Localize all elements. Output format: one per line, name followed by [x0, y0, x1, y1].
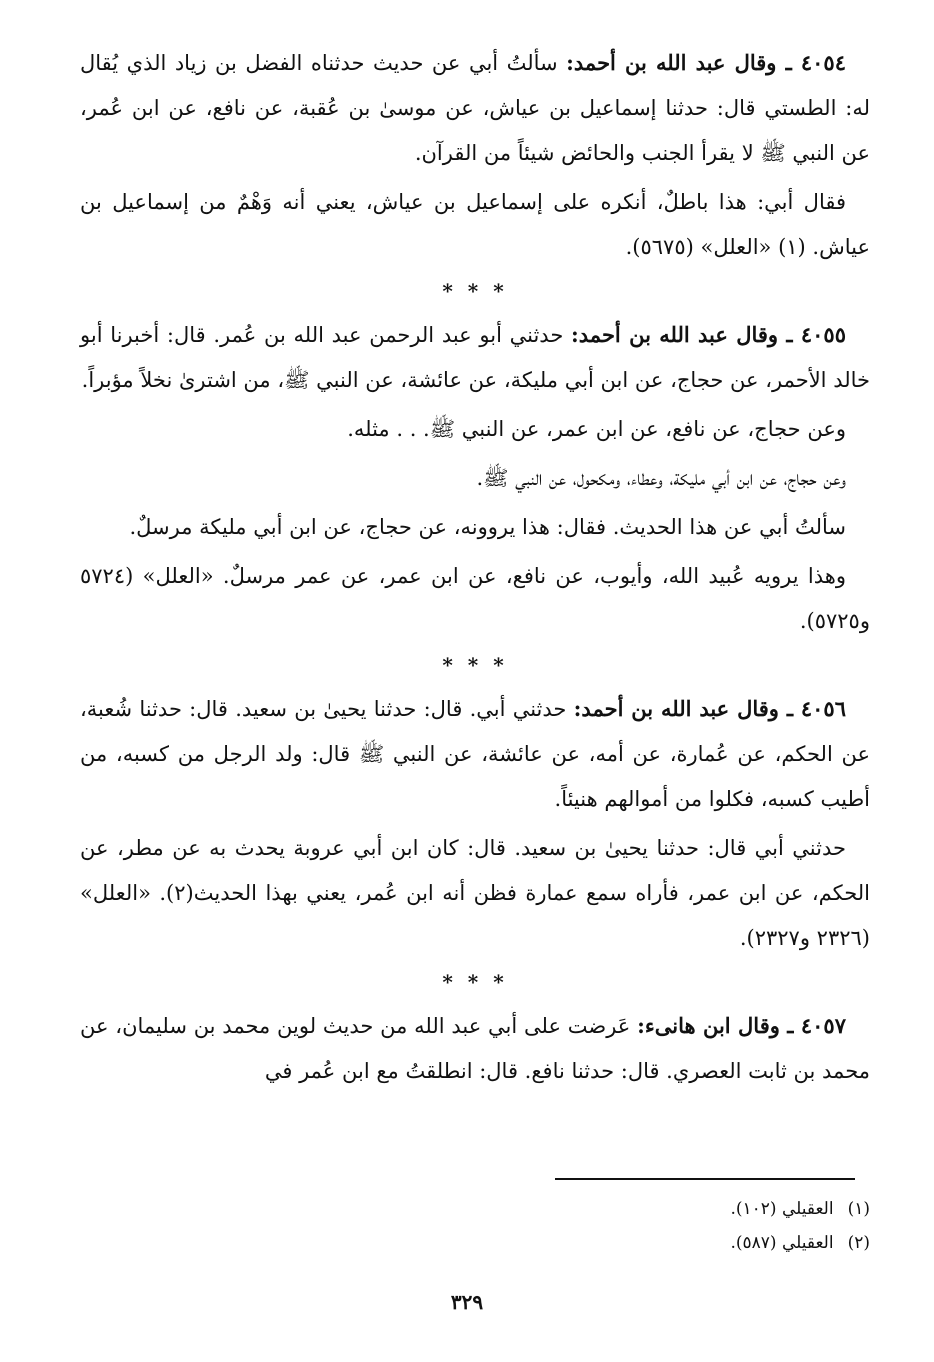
paragraph: سألتُ أبي عن هذا الحديث. فقال: هذا يروونه، عن حجاج، عن ابن أبي مليكة مرسلٌ.	[129, 515, 846, 539]
entry-heading: ٤٠٥٦ ـ وقال عبد الله بن أحمد:	[573, 696, 846, 721]
footnote-text: العقيلي (٥٨٧).	[730, 1233, 834, 1253]
entry-4057	[80, 1003, 870, 1094]
paragraph-text: سألتُ أبي عن حديث حدثناه الفضل بن زياد الذي يُقال له: الطستي قال: حدثنا إسماعيل بن عياش، عن موسىٰ بن عُقبة، عن نافع، عن ابن عُمر، عن النبي ﷺ لا يقرأ الجنب والحائض شيئاً من القرآن.	[80, 51, 870, 165]
paragraph: وعن حجاج، عن نافع، عن ابن عمر، عن النبي ﷺ. . . مثله.	[347, 417, 846, 441]
section-separator: * * *	[442, 970, 508, 994]
footnote	[500, 1192, 870, 1226]
entry-4054	[80, 40, 870, 270]
paragraph	[80, 40, 870, 176]
paragraph-text: حدثني أبي. قال: حدثنا يحيىٰ بن سعيد. قال: حدثنا شُعبة، عن الحكم، عن عُمارة، عن أمه، عن عائشة، عن النبي ﷺ قال: ولد الرجل من كسبه، من أطيب كسبه، فكلوا من أموالهم هنيئاً.	[80, 697, 870, 811]
entry-heading: ٤٠٥٤ ـ وقال عبد الله بن أحمد:	[566, 50, 846, 75]
page-body	[80, 40, 870, 1094]
paragraph	[80, 686, 870, 822]
entry-4056	[80, 686, 870, 961]
entry-4055	[80, 312, 870, 644]
footnote	[500, 1226, 870, 1260]
paragraph-text: عَرضت على أبي عبد الله من حديث لوين محمد بن سليمان، عن محمد بن ثابت العصري. قال: حدثنا نافع. قال: انطلقتُ مع ابن عُمر في	[80, 1014, 870, 1083]
footnote-text: العقيلي (١٠٢).	[730, 1199, 834, 1219]
section-separator: * * *	[442, 279, 508, 303]
entry-heading: ٤٠٥٧ ـ وقال ابن هانىء:	[637, 1013, 846, 1038]
paragraph	[80, 1003, 870, 1094]
paragraph: حدثني أبي قال: حدثنا يحيىٰ بن سعيد. قال: كان ابن أبي عروبة يحدث به عن مطر، عن الحكم، عن ابن عمر، فأراه سمع عمارة فظن أنه ابن عُمر، يعني بهذا الحديث(٢). «العلل» (٢٣٢٦ و٢٣٢٧).	[80, 836, 870, 950]
page-number: ٣٢٩	[450, 1290, 484, 1314]
entry-heading: ٤٠٥٥ ـ وقال عبد الله بن أحمد:	[571, 322, 846, 347]
footnote-number: (٢)	[847, 1233, 870, 1253]
footnotes	[500, 1192, 870, 1260]
paragraph: وهذا يرويه عُبيد الله، وأيوب، عن نافع، عن ابن عمر، عن عمر مرسلٌ. «العلل» (٥٧٢٤ و٥٧٢٥).	[80, 564, 870, 633]
paragraph: فقال أبي: هذا باطلٌ، أنكره على إسماعيل بن عياش، يعني أنه وَهْمٌ من إسماعيل بن عياش. (١) «العلل» (٥٦٧٥).	[80, 190, 870, 259]
paragraph: وعن حجاج، عن ابن أبي مليكة، وعطاء، ومكحول، عن النبي ﷺ.	[476, 466, 846, 490]
paragraph	[80, 312, 870, 403]
paragraph-text: حدثني أبو عبد الرحمن عبد الله بن عُمر. قال: أخبرنا أبو خالد الأحمر، عن حجاج، عن ابن أبي مليكة، عن عائشة، عن النبي ﷺ، من اشترىٰ نخلاً مؤبراً.	[80, 323, 870, 392]
footnote-divider	[555, 1178, 855, 1180]
footnote-number: (١)	[847, 1199, 870, 1219]
section-separator: * * *	[442, 653, 508, 677]
